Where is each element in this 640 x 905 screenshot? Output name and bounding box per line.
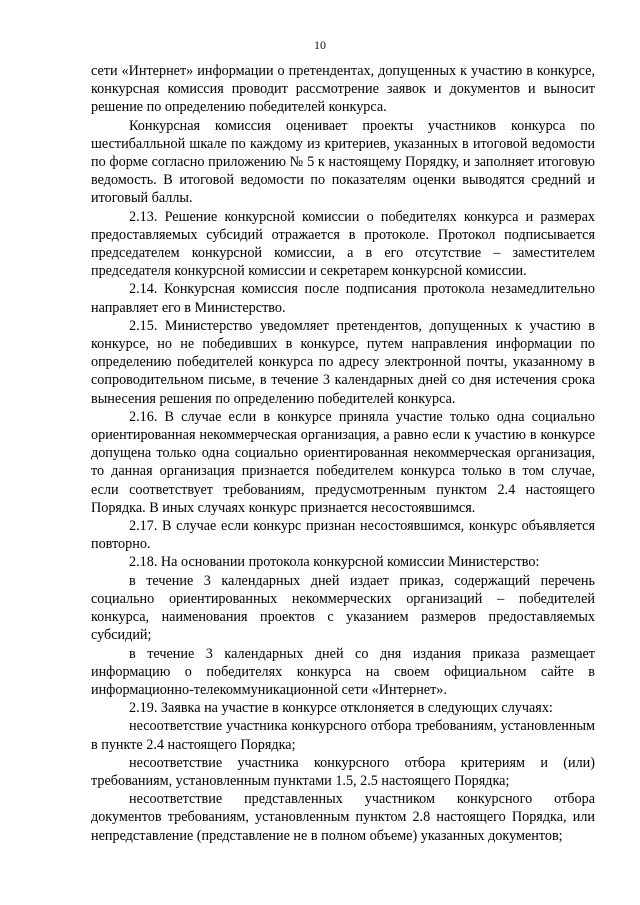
list-item: в течение 3 календарных дней со дня издания приказа размещает информацию о победителях конкурса на своем официальном сайте в информационно-телекоммуникационной сети «Интернет». xyxy=(91,645,595,698)
list-item: несоответствие участника конкурсного отбора требованиям, установленным в пункте 2.4 настоящего Порядка; xyxy=(91,718,595,753)
list-item: несоответствие участника конкурсного отбора критериям и (или) требованиям, установленным пунктами 1.5, 2.5 настоящего Порядка; xyxy=(91,754,595,789)
page-number: 10 xyxy=(314,38,326,52)
paragraph: сети «Интернет» информации о претендентах, допущенных к участию в конкурсе, конкурсная комиссия проводит рассмотрение заявок и документов и выносит решение по определению победителей конкурса. xyxy=(91,63,595,116)
paragraph-2-15: 2.15. Министерство уведомляет претендентов, допущенных к участию в конкурсе, но не победивших в конкурсе, путем направления информации по определению победителей конкурса по адресу электронной почты, указанному в сопроводительном письме, в течение 3 календарных дней со дня истечения срока вынесения решения по определению победителей конкурса. xyxy=(91,317,595,407)
list-item: в течение 3 календарных дней издает приказ, содержащий перечень социально ориентированных некоммерческих организаций – победителей конкурса, наименования проектов с указанием размеров предоставляемых субсидий; xyxy=(91,572,595,644)
paragraph-2-13: 2.13. Решение конкурсной комиссии о победителях конкурса и размерах предоставляемых субсидий отражается в протоколе. Протокол подписывается председателем конкурсной комиссии, а в его отсутствие – заместителем председателя конкурсной комиссии и секретарем конкурсной комиссии. xyxy=(91,208,595,280)
paragraph-2-19: 2.19. Заявка на участие в конкурсе отклоняется в следующих случаях: xyxy=(129,700,553,717)
paragraph: Конкурсная комиссия оценивает проекты участников конкурса по шестибалльной шкале по каждому из критериев, указанных в итоговой ведомости по форме согласно приложению № 5 к настоящему Порядку, и заполняет итоговую ведомость. В итоговой ведомости по показателям оценки выводятся средний и итоговый баллы. xyxy=(91,117,595,207)
paragraph-2-14: 2.14. Конкурсная комиссия после подписания протокола незамедлительно направляет его в Министерство. xyxy=(91,281,595,316)
paragraph-2-16: 2.16. В случае если в конкурсе приняла участие только одна социально ориентированная некоммерческая организация, а равно если к участию в конкурсе допущена только одна социально ориентированная некоммерческая организация, то данная организация признается победителем конкурса только в том случае, если соответствует требованиям, предусмотренным пунктом 2.4 настоящего Порядка. В иных случаях конкурс признается несостоявшимся. xyxy=(91,408,595,516)
paragraph-2-18: 2.18. На основании протокола конкурсной комиссии Министерство: xyxy=(129,554,540,571)
list-item: несоответствие представленных участником конкурсного отбора документов требованиям, установленным пунктом 2.8 настоящего Порядка, или непредставление (представление не в полном объеме) указанных документов; xyxy=(91,791,595,844)
document-body xyxy=(91,62,595,845)
paragraph-2-17: 2.17. В случае если конкурс признан несостоявшимся, конкурс объявляется повторно. xyxy=(91,518,595,553)
